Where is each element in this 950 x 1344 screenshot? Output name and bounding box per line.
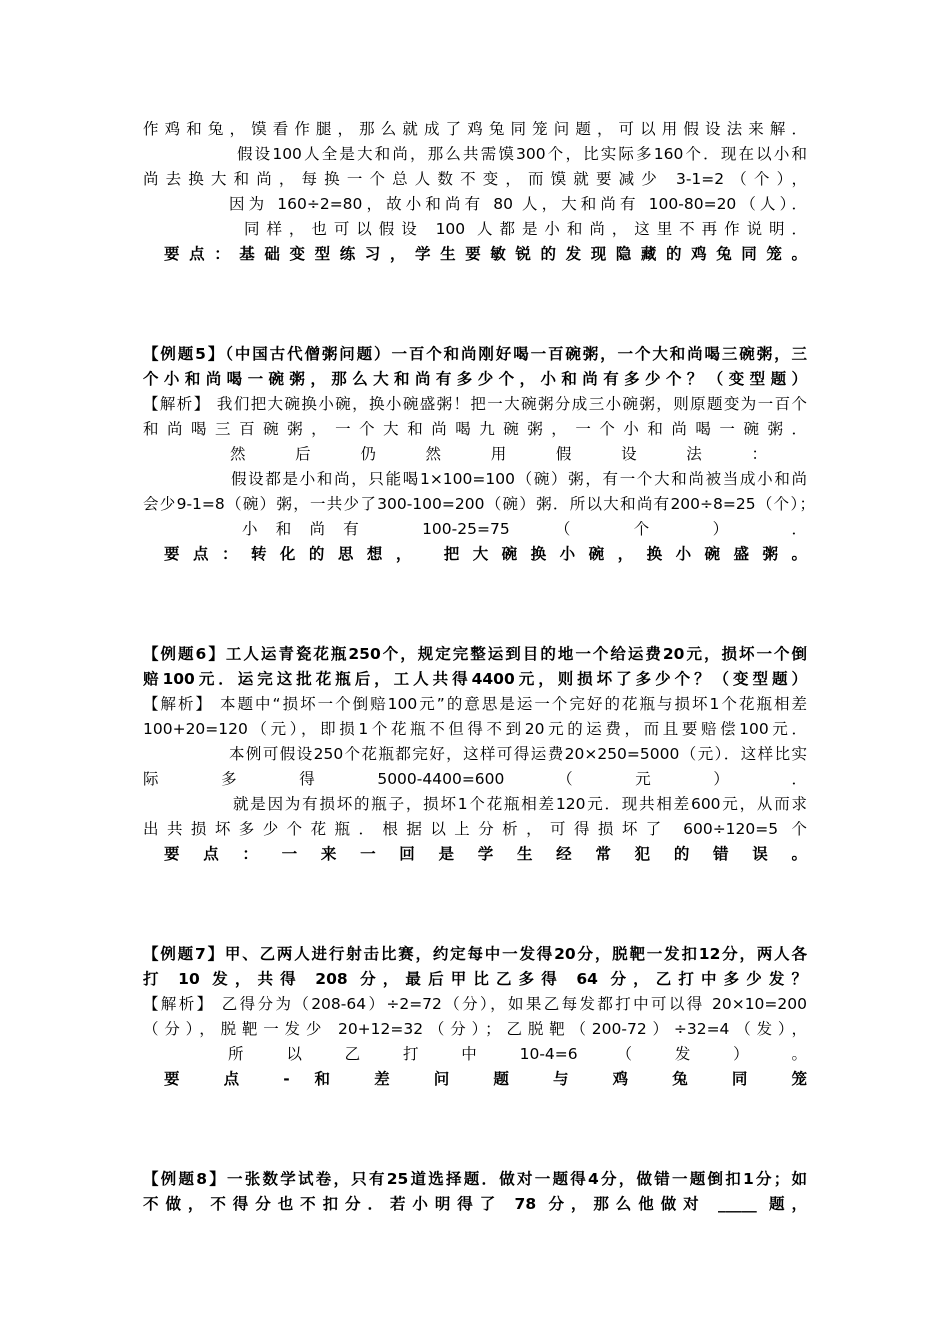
ex5-analysis-line-1: 【解析】 我们把大碗换小碗，换小碗盛粥！把一大碗粥分成三小碗粥，则原题变为一百个 [143, 395, 807, 413]
ex7-analysis-line-2: （分），脱靶一发少 20+12=32（分）；乙脱靶（200-72）÷32=4（发）， [143, 1020, 807, 1038]
ex5-question-line-1: 【例题5】（中国古代僧粥问题）一百个和尚刚好喝一百碗粥，一个大和尚喝三碗粥，三 [143, 345, 807, 363]
ex6-analysis-line-3: 本例可假设250个花瓶都完好，这样可得运费20×250=5000（元）．这样比实 [229, 745, 807, 763]
ex8-question-line-2: 不做，不得分也不扣分．若小明得了 78 分，那么他做对 _____ 题， [143, 1195, 807, 1213]
ex5-analysis-line-2: 和尚喝三百碗粥，一个大和尚喝九碗粥，一个小和尚喝一碗粥． [143, 420, 807, 438]
ex6-keypoint: 要 点 ： 一 来 一 回 是 学 生 经 常 犯 的 错 误 。 [164, 845, 807, 863]
ex5-question-line-2: 个小和尚喝一碗粥，那么大和尚有多少个，小和尚有多少个？（变型题） [143, 370, 807, 388]
intro-line-3: 尚去换大和尚，每换一个总人数不变，而馍就要减少 3-1=2（个）， [143, 170, 807, 188]
intro-line-1: 作鸡和兔，馍看作腿，那么就成了鸡兔同笼问题，可以用假设法来解． [143, 120, 807, 138]
intro-keypoint: 要点：基础变型练习，学生要敏锐的发现隐藏的鸡兔同笼。 [164, 245, 807, 263]
ex5-analysis-line-4: 假设都是小和尚，只能喝1×100=100（碗）粥，有一个大和尚被当成小和尚 [231, 470, 807, 488]
ex6-analysis-line-1: 【解析】 本题中“损坏一个倒赔100元”的意思是运一个完好的花瓶与损坏1个花瓶相差 [143, 695, 807, 713]
ex7-question-line-2: 打 10 发，共得 208 分，最后甲比乙多得 64 分，乙打中多少发？ [143, 970, 807, 988]
ex6-question-line-1: 【例题6】工人运青瓷花瓶250个，规定完整运到目的地一个给运费20元，损坏一个倒 [143, 645, 807, 663]
intro-line-5: 同样，也可以假设 100 人都是小和尚，这里不再作说明． [244, 220, 807, 238]
ex7-question-line-1: 【例题7】甲、乙两人进行射击比赛，约定每中一发得20分，脱靶一发扣12分，两人各 [143, 945, 807, 963]
ex6-analysis-line-2: 100+20=120（元），即损1个花瓶不但得不到20元的运费，而且要赔偿100元． [143, 720, 807, 738]
ex7-keypoint: 要 点 - 和 差 问 题 与 鸡 兔 同 笼 [164, 1070, 807, 1088]
ex6-analysis-line-6: 出共损坏多少个花瓶．根据以上分析，可得损坏了 600÷120=5 个 [143, 820, 807, 838]
intro-line-4: 因为 160÷2=80，故小和尚有 80 人，大和尚有 100-80=20（人）． [229, 195, 807, 213]
ex7-analysis-line-3: 所 以 乙 打 中 10-4=6 （ 发 ） 。 [228, 1045, 807, 1063]
ex6-analysis-line-5: 就是因为有损坏的瓶子，损坏1个花瓶相差120元．现共相差600元，从而求 [233, 795, 807, 813]
ex8-question-line-1: 【例题8】一张数学试卷，只有25道选择题．做对一题得4分，做错一题倒扣1分；如 [143, 1170, 807, 1188]
ex6-analysis-line-4: 际 多 得 5000-4400=600 （ 元 ） ． [143, 770, 807, 788]
ex5-analysis-line-3: 然后仍然用假设法： [230, 445, 807, 463]
ex5-keypoint: 要点：转化的思想， 把大碗换小碗，换小碗盛粥。 [164, 545, 807, 563]
ex5-analysis-line-5: 会少9-1=8（碗）粥，一共少了300-100=200（碗）粥．所以大和尚有200÷8=25（个）； [143, 495, 815, 513]
ex6-question-line-2: 赔100元．运完这批花瓶后，工人共得4400元，则损坏了多少个？（变型题） [143, 670, 807, 688]
ex7-analysis-line-1: 【解析】 乙得分为（208-64）÷2=72（分），如果乙每发都打中可以得 20×10=200 [143, 995, 807, 1013]
intro-line-2: 假设100人全是大和尚，那么共需馍300个，比实际多160个．现在以小和 [237, 145, 807, 163]
ex5-analysis-line-6: 小和尚有 100-25=75 （ 个 ） ． [242, 520, 807, 538]
